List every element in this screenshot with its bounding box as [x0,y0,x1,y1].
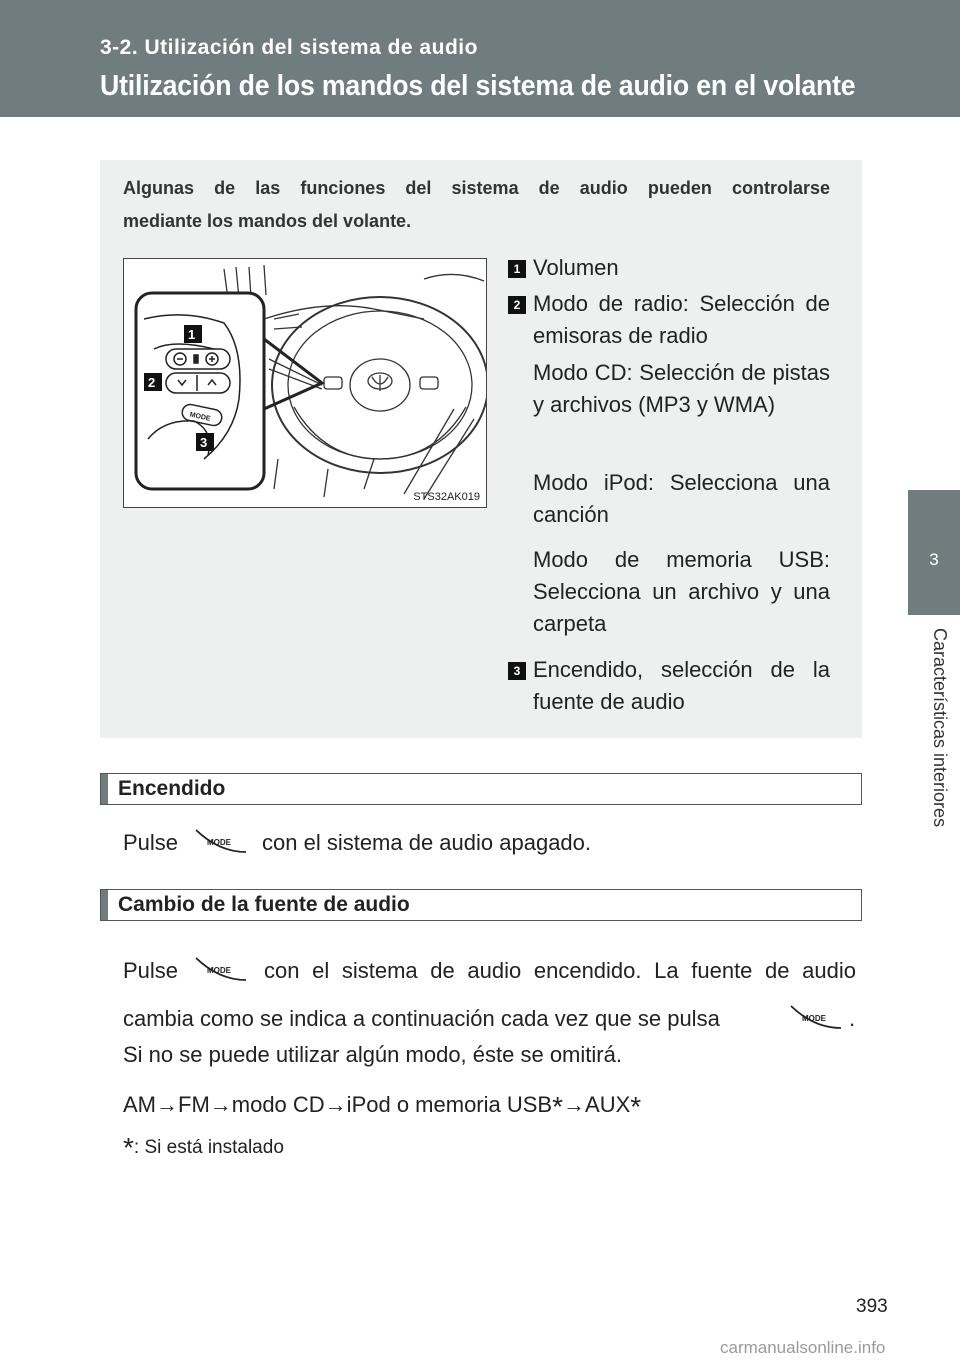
svg-text:MODE: MODE [207,966,231,975]
legend-text: Modo de memoria USB: Selecciona un archivo y una carpeta [533,547,830,636]
illustration-code: STS32AK019 [413,491,480,503]
callout-2: 2 [148,375,156,390]
body-text: Si no se puede utilizar algún modo, éste se omitirá. [123,1042,622,1067]
svg-text:MODE: MODE [207,838,231,847]
section-heading-encendido [100,773,862,805]
body-text: con el sistema de audio apagado. [262,830,592,855]
svg-text:MODE: MODE [802,1014,826,1023]
legend-text: Modo de radio: Selección de emisoras de radio [533,291,830,348]
body-text: cambia como se indica a continuación cada vez que se pulsa [123,1006,720,1031]
mode-button-icon [193,826,249,856]
watermark: carmanualsonline.info [720,1338,886,1357]
page-title: Utilización de los mandos del sistema de audio en el volante [100,70,856,102]
legend-text: Modo CD: Selección de pistas y archivos (MP3 y WMA) [533,360,830,417]
callout-1: 1 [188,327,196,342]
mode-button-icon [193,954,249,984]
legend-number: 3 [508,662,526,680]
steering-wheel-drawing [124,259,486,507]
section-heading-text: Cambio de la fuente de audio [118,893,410,916]
legend-text: Volumen [533,255,619,280]
callout-3: 3 [200,435,208,450]
footnote: *: Si está instalado [123,1132,284,1163]
intro-line-1: Algunas de las funciones del sistema de audio pueden controlarse [123,178,830,198]
chapter-label: Características interiores [930,628,950,828]
body-text: . [849,1006,856,1031]
chapter-number: 3 [929,550,939,569]
intro-text [123,172,830,238]
mode-button-icon [788,1002,844,1032]
body-text: Pulse [123,958,179,983]
legend-number: 1 [508,260,526,278]
audio-source-sequence: AM→FM→modo CD→iPod o memoria USB*→AUX* [123,1091,642,1122]
section-heading-cambio [100,889,862,921]
legend-text: Modo iPod: Selecciona una canción [533,470,830,527]
mode-label: MODE [189,411,212,423]
steering-wheel-illustration [123,258,487,508]
intro-line-2: mediante los mandos del volante. [123,211,412,231]
section-title: 3-2. Utilización del sistema de audio [100,36,478,59]
page-number: 393 [856,1296,888,1317]
body-text: Pulse [123,830,179,855]
legend-text: Encendido, selección de la fuente de audio [533,657,830,714]
body-text: con el sistema de audio encendido. La fuente de audio [264,958,856,983]
legend-number: 2 [508,296,526,314]
page-header [0,0,960,117]
section-heading-text: Encendido [118,777,226,800]
chapter-tab [908,490,960,615]
